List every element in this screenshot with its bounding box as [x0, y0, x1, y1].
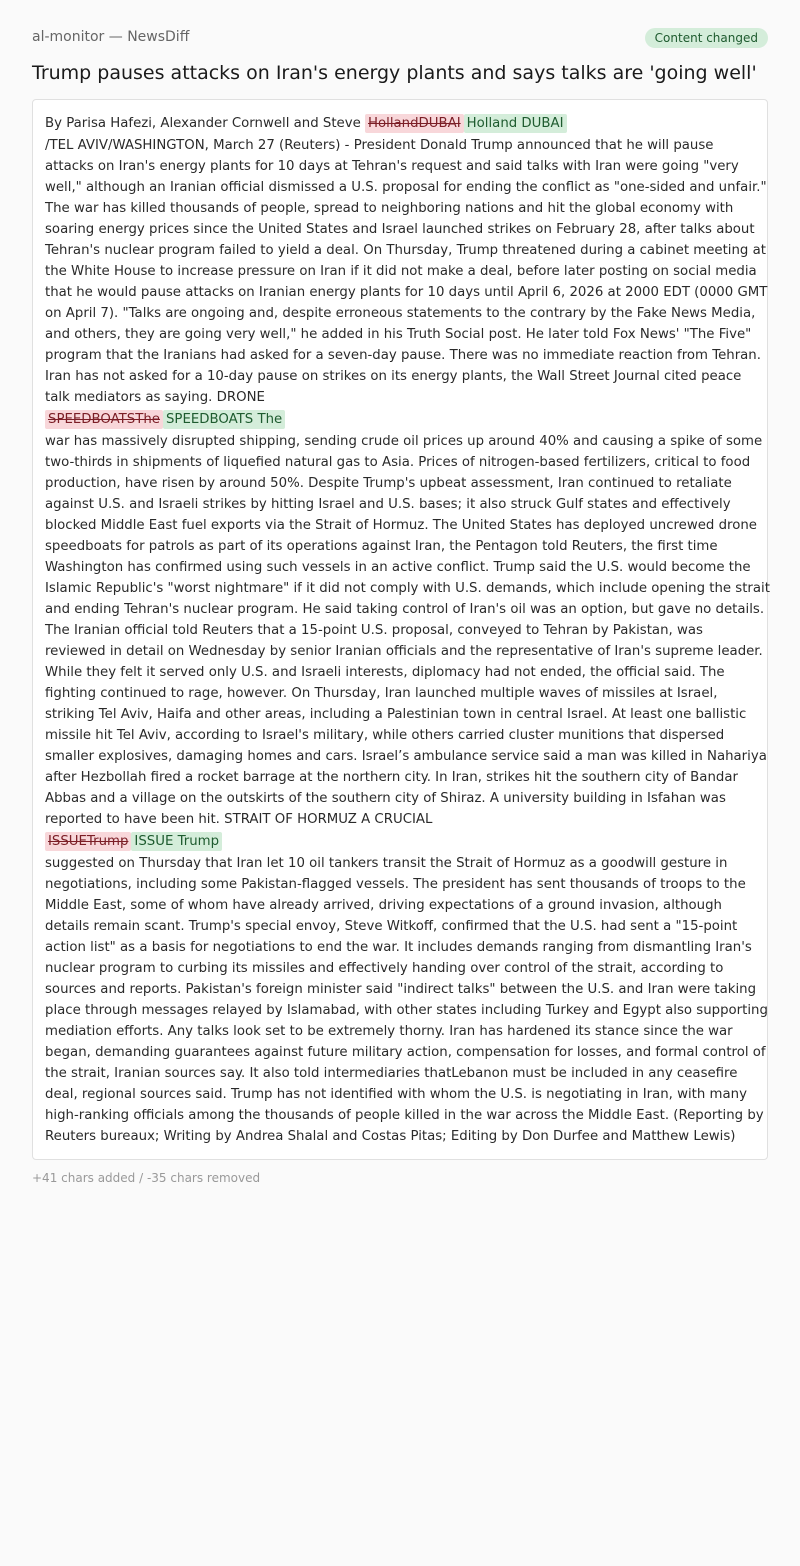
text-line: and ending Tehran's nuclear program. He said taking control of Iran's oil was an option, but gave no details.: [45, 602, 765, 617]
text-line: fighting continued to rage, however. On Thursday, Iran launched multiple waves of missiles at Israel,: [45, 686, 718, 701]
diff-line: [45, 408, 755, 431]
inserted-text: Holland DUBAI: [464, 114, 567, 133]
deleted-text: ISSUETrump: [45, 832, 131, 851]
text-line: soaring energy prices since the United States and Israel launched strikes on February 28, after talks about: [45, 222, 755, 237]
text-line: reviewed in detail on Wednesday by senior Iranian officials and the representative of Iran's supreme leader.: [45, 644, 763, 659]
text-line: mediation efforts. Any talks look set to be extremely thorny. Iran has hardened its stance since the war: [45, 1024, 733, 1039]
text-line: two-thirds in shipments of liquefied natural gas to Asia. Prices of nitrogen-based fertilizers, critical to food: [45, 455, 751, 470]
byline-text: By Parisa Hafezi, Alexander Cornwell and Steve: [45, 116, 365, 131]
page-title: Trump pauses attacks on Iran's energy plants and says talks are 'going well': [32, 62, 757, 84]
text-line: attacks on Iran's energy plants for 10 days at Tehran's request and said talks with Iran were going "very: [45, 159, 739, 174]
inserted-text: SPEEDBOATS The: [163, 410, 285, 429]
text-line: sources and reports. Pakistan's foreign minister said "indirect talks" between the U.S. and Iran were taking: [45, 982, 757, 997]
text-line: /TEL AVIV/WASHINGTON, March 27 (Reuters) - President Donald Trump announced that he will pause: [45, 138, 714, 153]
text-line: place through messages relayed by Islamabad, with other states including Turkey and Egypt also supporting: [45, 1003, 768, 1018]
paragraph-3: [45, 853, 768, 1147]
deleted-text: SPEEDBOATSThe: [45, 410, 163, 429]
text-line: war has massively disrupted shipping, sending crude oil prices up around 40% and causing a spike of some: [45, 434, 763, 449]
text-line: and others, they are going very well," he added in his Truth Social post. He later told Fox News' "The Five": [45, 327, 752, 342]
paragraph-1: [45, 135, 768, 408]
text-line: suggested on Thursday that Iran let 10 oil tankers transit the Strait of Hormuz as a goodwill gesture in: [45, 856, 728, 871]
text-line: missile hit Tel Aviv, according to Israel's military, while others carried cluster munitions that dispersed: [45, 728, 725, 743]
source-label: al-monitor — NewsDiff: [32, 29, 190, 45]
text-line: Washington has confirmed using such vessels in an active conflict. Trump said the U.S. would become the: [45, 560, 751, 575]
text-line: striking Tel Aviv, Haifa and other areas, including a Palestinian town in central Israel. At least one ballistic: [45, 707, 747, 722]
text-line: after Hezbollah fired a rocket barrage at the northern city. In Iran, strikes hit the southern city of Bandar: [45, 770, 738, 785]
text-line: against U.S. and Israeli strikes by hitting Israel and U.S. bases; it also struck Gulf states and effectively: [45, 497, 731, 512]
text-line: While they felt it served only U.S. and Israeli interests, diplomacy had not ended, the official said. The: [45, 665, 725, 680]
text-line: speedboats for patrols as part of its operations against Iran, the Pentagon told Reuters, the first time: [45, 539, 718, 554]
text-line: Abbas and a village on the outskirts of the southern city of Shiraz. A university building in Isfahan was: [45, 791, 726, 806]
text-line: that he would pause attacks on Iranian energy plants for 10 days until April 6, 2026 at 2000 EDT (0000 GMT: [45, 285, 768, 300]
text-line: talk mediators as saying. DRONE: [45, 390, 265, 405]
text-line: on April 7). "Talks are ongoing and, despite erroneous statements to the contrary by the Fake News Media,: [45, 306, 756, 321]
byline-line: [45, 112, 755, 135]
inserted-text: ISSUE Trump: [131, 832, 222, 851]
text-line: The war has killed thousands of people, spread to neighboring nations and hit the global economy with: [45, 201, 734, 216]
text-line: deal, regional sources said. Trump has not identified with whom the U.S. is negotiating in Iran, with many: [45, 1087, 747, 1102]
paragraph-2: [45, 431, 770, 830]
text-line: smaller explosives, damaging homes and cars. Israel’s ambulance service said a man was killed in Nahariya: [45, 749, 767, 764]
text-line: began, demanding guarantees against future military action, compensation for losses, and formal control of: [45, 1045, 766, 1060]
text-line: the strait, Iranian sources say. It also told intermediaries thatLebanon must be included in any ceasefire: [45, 1066, 738, 1081]
text-line: Iran has not asked for a 10-day pause on strikes on its energy plants, the Wall Street Journal cited peace: [45, 369, 742, 384]
header: [32, 28, 768, 48]
text-line: program that the Iranians had asked for a seven-day pause. There was no immediate reaction from Tehran.: [45, 348, 761, 363]
text-line: Tehran's nuclear program failed to yield a deal. On Thursday, Trump threatened during a cabinet meeting at: [45, 243, 766, 258]
text-line: Middle East, some of whom have already arrived, driving expectations of a ground invasion, although: [45, 898, 722, 913]
article-diff-card: [32, 99, 768, 1160]
deleted-text: HollandDUBAI: [365, 114, 464, 133]
text-line: high-ranking officials among the thousands of people killed in the war across the Middle East. (Reporting by: [45, 1108, 764, 1123]
text-line: details remain scant. Trump's special envoy, Steve Witkoff, confirmed that the U.S. had sent a "15-point: [45, 919, 738, 934]
text-line: The Iranian official told Reuters that a 15-point U.S. proposal, conveyed to Tehran by Pakistan, was: [45, 623, 703, 638]
text-line: blocked Middle East fuel exports via the Strait of Hormuz. The United States has deployed uncrewed drone: [45, 518, 757, 533]
status-badge: Content changed: [645, 28, 768, 48]
diff-line: [45, 830, 755, 853]
text-line: reported to have been hit. STRAIT OF HORMUZ A CRUCIAL: [45, 812, 433, 827]
text-line: the White House to increase pressure on Iran if it did not make a deal, before later posting on social media: [45, 264, 757, 279]
text-line: well," although an Iranian official dismissed a U.S. proposal for ending the conflict as "one-sided and unfair.": [45, 180, 767, 195]
text-line: nuclear program to curbing its missiles and effectively handing over control of the strait, according to: [45, 961, 724, 976]
text-line: action list" as a basis for negotiations to end the war. It includes demands ranging from dismantling Iran's: [45, 940, 752, 955]
diff-stats: +41 chars added / -35 chars removed: [32, 1171, 261, 1185]
text-line: production, have risen by around 50%. Despite Trump's upbeat assessment, Iran continued to retaliate: [45, 476, 732, 491]
text-line: Islamic Republic's "worst nightmare" if it did not comply with U.S. demands, which include opening the strait: [45, 581, 770, 596]
text-line: negotiations, including some Pakistan-flagged vessels. The president has sent thousands of troops to the: [45, 877, 746, 892]
text-line: Reuters bureaux; Writing by Andrea Shalal and Costas Pitas; Editing by Don Durfee and Matthew Lewis): [45, 1129, 736, 1144]
